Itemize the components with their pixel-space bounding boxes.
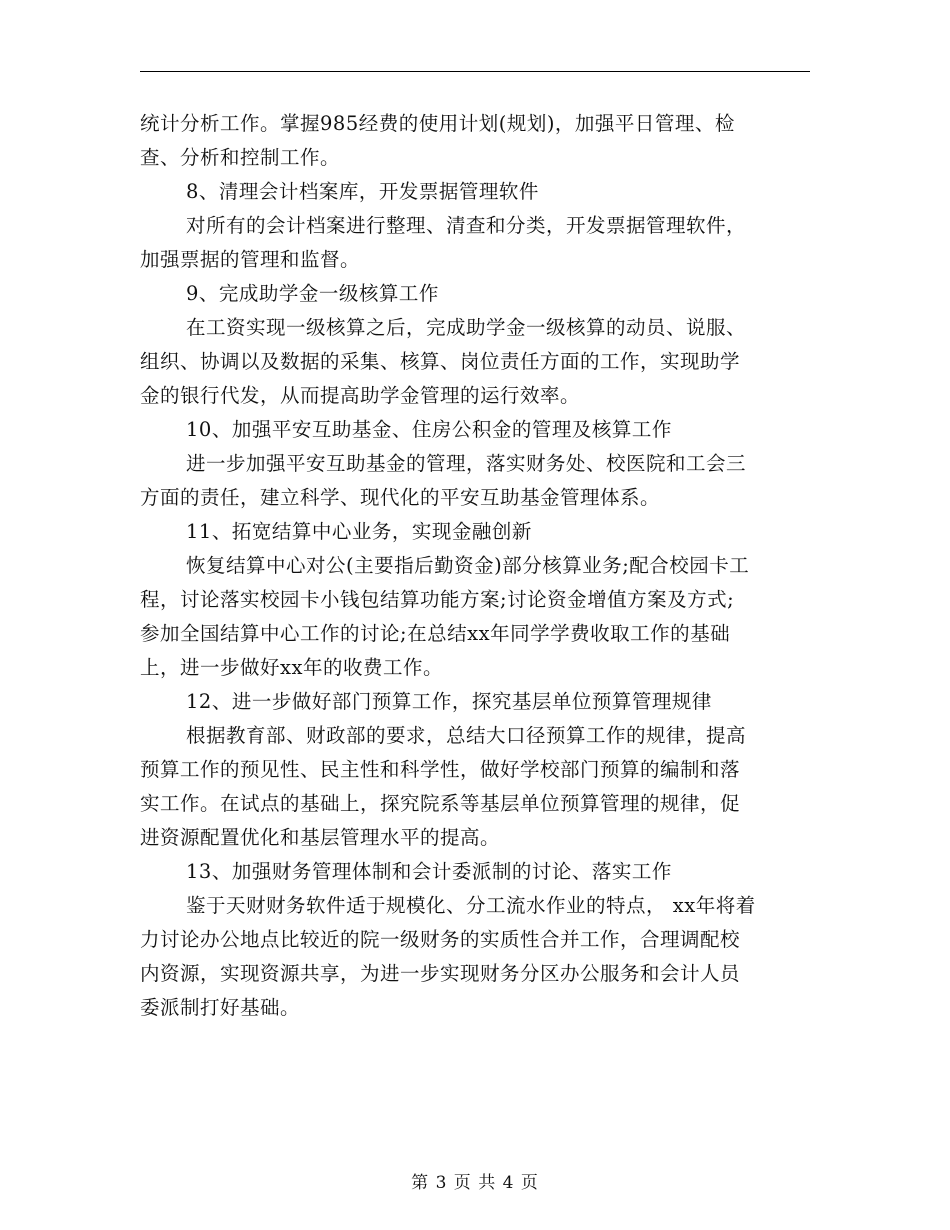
text-line: 鉴于天财财务软件适于规模化、分工流水作业的特点， xx年将着: [186, 894, 756, 917]
text-line: 参加全国结算中心工作的讨论;在总结xx年同学学费收取工作的基础: [140, 622, 731, 645]
text-line: 程，讨论落实校园卡小钱包结算功能方案;讨论资金增值方案及方式;: [140, 588, 735, 611]
text-line: 进资源配置优化和基层管理水平的提高。: [140, 826, 501, 849]
text-line: 9、完成助学金一级核算工作: [186, 282, 439, 305]
text-line: 金的银行代发，从而提高助学金管理的运行效率。: [140, 384, 581, 407]
text-line: 对所有的会计档案进行整理、清查和分类，开发票据管理软件，: [186, 214, 747, 237]
page-number: 第 3 页 共 4 页: [411, 1173, 539, 1193]
text-line: 恢复结算中心对公(主要指后勤资金)部分核算业务;配合校园卡工: [186, 554, 750, 577]
text-line: 13、加强财务管理体制和会计委派制的讨论、落实工作: [186, 860, 672, 883]
text-line: 查、分析和控制工作。: [140, 146, 341, 169]
text-line: 组织、协调以及数据的采集、核算、岗位责任方面的工作，实现助学: [140, 350, 741, 373]
text-line: 内资源，实现资源共享，为进一步实现财务分区办公服务和会计人员: [140, 962, 741, 985]
text-line: 实工作。在试点的基础上，探究院系等基层单位预算管理的规律，促: [140, 792, 741, 815]
text-line: 统计分析工作。掌握985经费的使用计划(规划)，加强平日管理、检: [140, 112, 735, 135]
text-line: 在工资实现一级核算之后，完成助学金一级核算的动员、说服、: [186, 316, 747, 339]
text-line: 方面的责任，建立科学、现代化的平安互助基金管理体系。: [140, 486, 661, 509]
header-rule: [140, 71, 810, 72]
document-body: [140, 107, 812, 1025]
text-line: 进一步加强平安互助基金的管理，落实财务处、校医院和工会三: [186, 452, 747, 475]
text-line: 11、拓宽结算中心业务，实现金融创新: [186, 520, 532, 543]
text-line: 力讨论办公地点比较近的院一级财务的实质性合并工作，合理调配校: [140, 928, 741, 951]
text-line: 加强票据的管理和监督。: [140, 248, 361, 271]
text-line: 预算工作的预见性、民主性和科学性，做好学校部门预算的编制和落: [140, 758, 741, 781]
text-line: 10、加强平安互助基金、住房公积金的管理及核算工作: [186, 418, 672, 441]
text-line: 委派制打好基础。: [140, 996, 301, 1019]
text-line: 上，进一步做好xx年的收费工作。: [140, 656, 443, 679]
text-line: 8、清理会计档案库，开发票据管理软件: [186, 180, 539, 203]
text-line: 12、进一步做好部门预算工作，探究基层单位预算管理规律: [186, 690, 712, 713]
text-line: 根据教育部、财政部的要求，总结大口径预算工作的规律，提高: [186, 724, 747, 747]
